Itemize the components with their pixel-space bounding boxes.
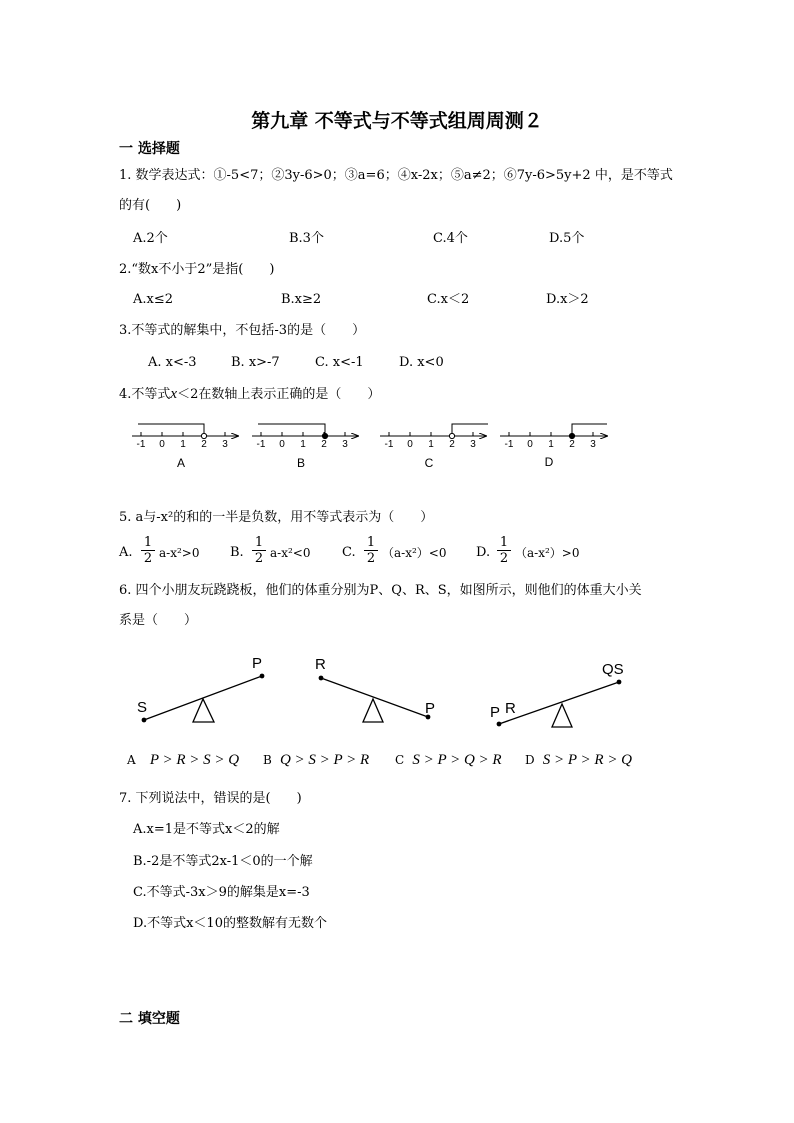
- q6-option-letter: C: [395, 753, 405, 767]
- fraction-one-half: [141, 535, 155, 566]
- seesaw-label-r: R: [505, 700, 516, 717]
- q3-option-a: A. x<-3: [148, 355, 197, 370]
- tick-label: 0: [527, 439, 533, 450]
- section-heading-choice: 一 选择题: [119, 141, 180, 157]
- tick-label: -1: [504, 439, 514, 450]
- seesaw-label-p: P: [490, 704, 501, 721]
- question-1-line-2: 的有( ): [119, 198, 182, 213]
- q6-option-d: [525, 752, 632, 769]
- q3-option-b: B. x>-7: [231, 355, 280, 370]
- fraction-numerator: 1: [499, 535, 509, 550]
- tick-label: 3: [342, 439, 348, 450]
- tick-label: 0: [407, 439, 413, 450]
- option-label-d: D: [544, 455, 554, 469]
- tick-label: -1: [384, 439, 394, 450]
- q7-option-d: D.不等式x＜10的整数解有无数个: [133, 916, 327, 931]
- page-title: 第九章 不等式与不等式组周周测２: [251, 110, 543, 132]
- fraction-denominator: 2: [143, 551, 153, 566]
- fraction-numerator: 1: [143, 535, 153, 550]
- tick-label: -1: [256, 439, 266, 450]
- tick-label: 2: [449, 439, 455, 450]
- fraction-denominator: 2: [366, 551, 376, 566]
- question-3-stem: 3.不等式的解集中，不包括-3的是（ ）: [119, 323, 366, 338]
- q6-option-b: [263, 752, 369, 769]
- question-6-line-1: 6. 四个小朋友玩跷跷板，他们的体重分别为P、Q、R、S，如图所示，则他们的体重大小关: [119, 583, 642, 598]
- fraction-numerator: 1: [366, 535, 376, 550]
- tick-label: 1: [180, 439, 186, 450]
- option-label-c: C: [424, 456, 434, 470]
- q1-option-c: C.4个: [433, 231, 468, 246]
- number-line-b: [252, 424, 358, 470]
- seesaw-1: [137, 655, 264, 722]
- q5-option-letter: D.: [476, 545, 491, 560]
- seesaw-3: [490, 661, 624, 727]
- q6-option-letter: D: [525, 753, 535, 767]
- number-line-a: [132, 424, 238, 470]
- q5-option-letter: A.: [119, 545, 133, 560]
- tick-label: 3: [470, 439, 476, 450]
- seesaw-label-p: P: [425, 700, 436, 717]
- option-label-a: A: [176, 456, 186, 470]
- tick-label: 2: [569, 439, 575, 450]
- q5-option-expr: a-x²>0: [159, 546, 200, 560]
- q7-option-b: B.-2是不等式2x-1＜0的一个解: [133, 854, 313, 869]
- q3-option-d: D. x<0: [399, 355, 444, 370]
- q7-option-c: C.不等式-3x＞9的解集是x=-3: [133, 885, 310, 900]
- question-6-line-2: 系是（ ）: [119, 613, 198, 628]
- q5-option-letter: B.: [230, 545, 244, 560]
- q1-option-a: A.2个: [133, 231, 168, 246]
- seesaw-label-s: S: [137, 699, 148, 716]
- fraction-one-half: [497, 535, 511, 566]
- q2-option-d: D.x＞2: [546, 292, 589, 307]
- question-1-line-1: 1. 数学表达式：①-5<7；②3y-6>0；③a=6；④x-2x；⑤a≠2；⑥7y-6>5y+2 中，是不等式: [119, 168, 673, 183]
- section-heading-fill-in: 二 填空题: [119, 1011, 180, 1027]
- question-5-stem: 5. a与-x²的和的一半是负数，用不等式表示为（ ）: [119, 510, 434, 525]
- fraction-numerator: 1: [254, 535, 264, 550]
- tick-label: 3: [590, 439, 596, 450]
- seesaw-label-p: P: [252, 655, 263, 672]
- q6-option-expr: Q > S > P > R: [279, 752, 370, 768]
- tick-label: 0: [159, 439, 165, 450]
- q5-option-letter: C.: [342, 545, 356, 560]
- tick-label: 0: [279, 439, 285, 450]
- q1-option-b: B.3个: [289, 231, 324, 246]
- q1-option-d: D.5个: [549, 231, 585, 246]
- q5-option-expr: a-x²<0: [270, 546, 311, 560]
- q4-stem-post: ＜2在数轴上表示正确的是（ ）: [177, 387, 381, 402]
- fraction-one-half: [252, 535, 266, 566]
- fraction-one-half: [364, 535, 378, 566]
- tick-label: 2: [321, 439, 327, 450]
- tick-label: 1: [300, 439, 306, 450]
- fraction-denominator: 2: [499, 551, 509, 566]
- q6-option-expr: S > P > Q > R: [412, 752, 502, 768]
- q4-stem-pre: 4.不等式: [119, 387, 171, 402]
- q6-option-expr: S > P > R > Q: [542, 752, 633, 768]
- q5-option-expr: （a-x²）>0: [515, 546, 580, 560]
- q2-option-c: C.x＜2: [427, 292, 470, 307]
- option-label-b: B: [296, 456, 306, 470]
- q2-option-b: B.x≥2: [281, 292, 322, 307]
- tick-label: 1: [548, 439, 554, 450]
- q4-stem-var: x: [170, 386, 178, 402]
- seesaw-label-qs: QS: [602, 661, 624, 678]
- q6-option-letter: A: [127, 753, 136, 767]
- question-7-stem: 7. 下列说法中，错误的是( ): [119, 791, 302, 806]
- number-line-d: [500, 424, 607, 469]
- tick-label: 1: [428, 439, 434, 450]
- question-2-stem: 2.“数x不小于2”是指( ): [119, 262, 275, 277]
- q6-option-expr: P > R > S > Q: [149, 752, 240, 768]
- number-line-c: [380, 424, 488, 470]
- q6-option-c: [395, 752, 502, 769]
- tick-label: 2: [201, 439, 207, 450]
- q6-option-a: [127, 752, 239, 769]
- q3-option-c: C. x<-1: [315, 355, 364, 370]
- seesaw-label-r: R: [315, 656, 326, 673]
- q6-option-letter: B: [263, 753, 272, 767]
- q5-option-expr: （a-x²）<0: [382, 546, 447, 560]
- tick-label: -1: [136, 439, 146, 450]
- seesaw-2: [315, 656, 435, 722]
- q7-option-a: A.x=1是不等式x＜2的解: [133, 822, 280, 837]
- fraction-denominator: 2: [254, 551, 264, 566]
- q2-option-a: A.x≤2: [133, 292, 174, 307]
- tick-label: 3: [222, 439, 228, 450]
